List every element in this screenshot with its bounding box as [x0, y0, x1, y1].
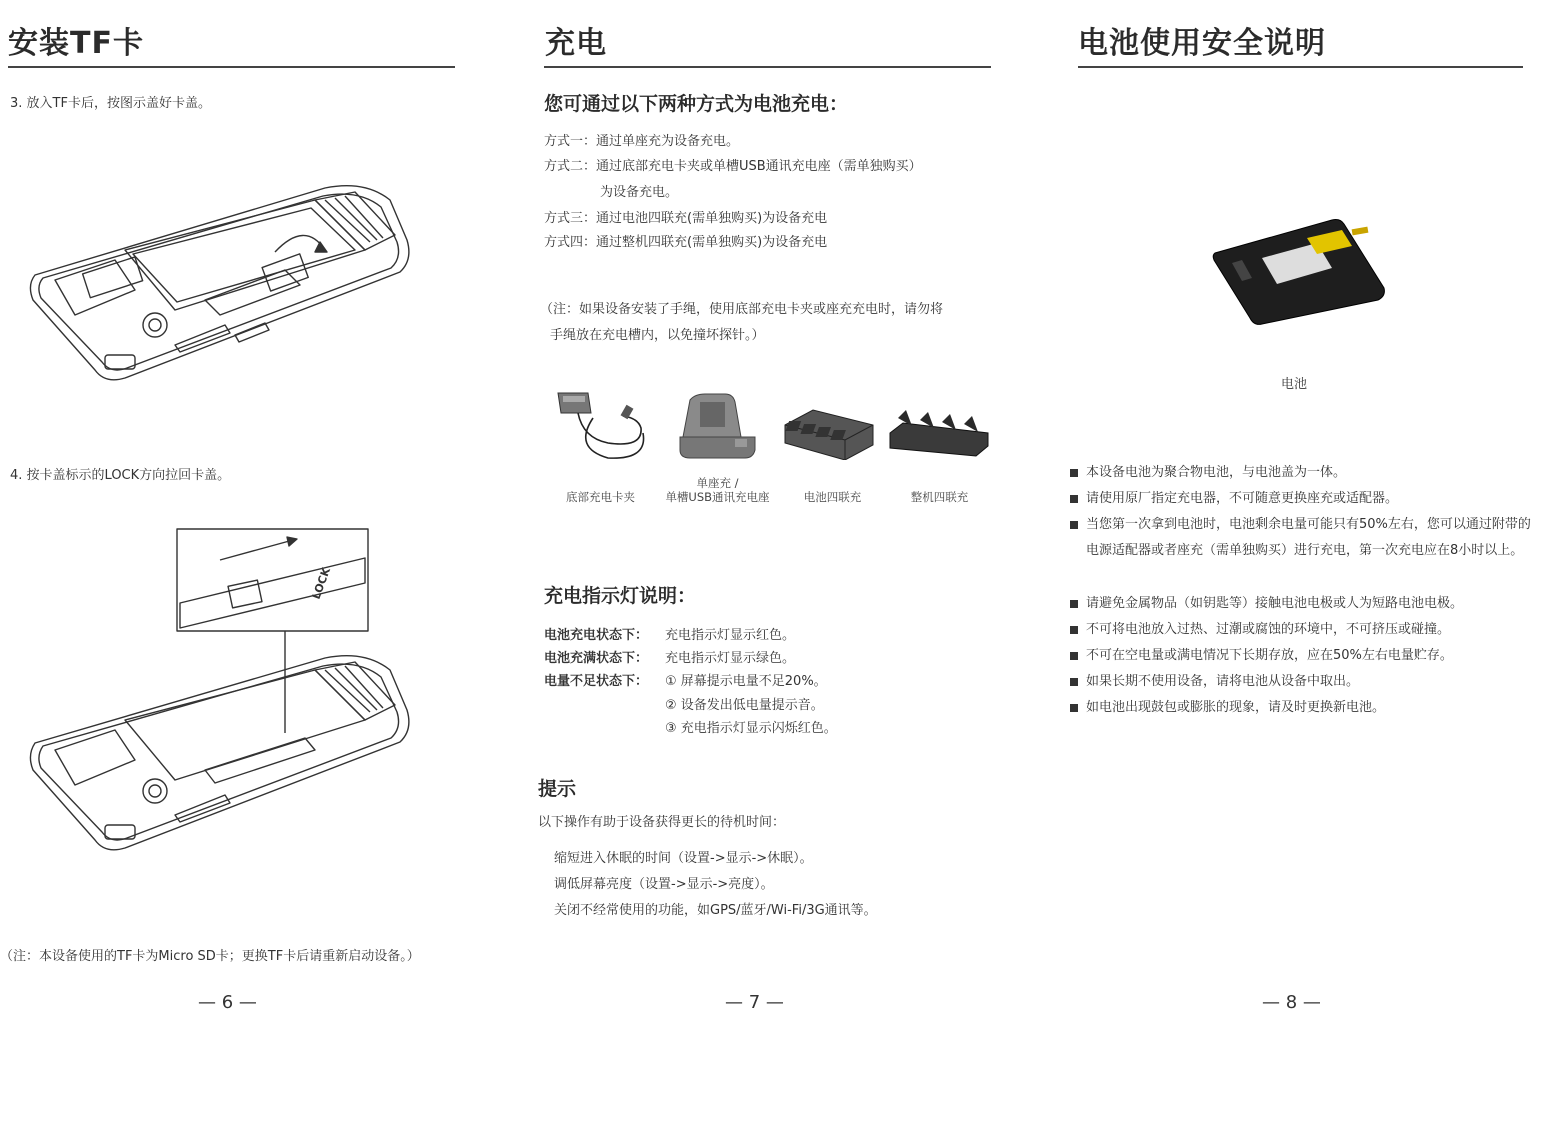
bullet-square-icon: [1070, 652, 1078, 660]
strap-note-line1: （注：如果设备安装了手绳，使用底部充电卡夹或座充充电时，请勿将: [540, 302, 944, 317]
caption-clip: 底部充电卡夹: [566, 490, 635, 504]
battery-4slot-image: [783, 405, 875, 460]
strap-note-line2: 手绳放在充电槽内，以免撞坏探针。）: [550, 328, 765, 343]
step-3-text: 3. 放入TF卡后，按图示盖好卡盖。: [10, 96, 211, 111]
device-lock-illustration: [25, 528, 415, 858]
method-3: 方式三：通过电池四联充(需单独购买)为设备充电: [544, 211, 828, 226]
battery-caption: 电池: [1281, 377, 1308, 392]
method-1: 方式一：通过单座充为设备充电。: [544, 134, 740, 149]
page-number-8: — 8 —: [1262, 992, 1321, 1013]
bullet-square-icon: [1070, 626, 1078, 634]
bullet-square-icon: [1070, 678, 1078, 686]
safety-bullet: 如电池出现鼓包或膨胀的现象，请及时更换新电池。: [1070, 695, 1540, 721]
page-title-charging: 充电: [545, 26, 607, 61]
bullet-square-icon: [1070, 600, 1078, 608]
page-number-7: — 7 —: [725, 992, 784, 1013]
safety-bullet: 不可将电池放入过热、过潮或腐蚀的环境中，不可挤压或碰撞。: [1070, 617, 1540, 643]
title-rule: [544, 66, 991, 68]
page-title-battery-safety: 电池使用安全说明: [1078, 26, 1326, 61]
indicator-title: 充电指示灯说明：: [544, 585, 697, 607]
caption-battery4: 电池四联充: [803, 490, 862, 504]
page-title-install-tf: 安装TF卡: [8, 26, 144, 61]
battery-image: [1212, 218, 1387, 326]
indicator-low-label: 电量不足状态下：: [544, 674, 649, 689]
indicator-low-item: ① 屏幕提示电量不足20%。: [665, 674, 827, 689]
device-back-open-illustration: [25, 180, 415, 390]
charging-subtitle: 您可通过以下两种方式为电池充电：: [544, 93, 849, 115]
indicator-full-text: 充电指示灯显示绿色。: [665, 651, 796, 666]
bullet-square-icon: [1070, 495, 1078, 503]
tips-title: 提示: [538, 778, 577, 800]
method-2: 方式二：通过底部充电卡夹或单槽USB通讯充电座（需单独购买）: [544, 159, 922, 174]
safety-bullet: 请避免金属物品（如钥匙等）接触电池电极或人为短路电池电极。: [1070, 591, 1540, 617]
method-2-cont: 为设备充电。: [600, 185, 679, 200]
charging-clip-image: [553, 388, 648, 463]
step-4-text: 4. 按卡盖标示的LOCK方向拉回卡盖。: [10, 468, 231, 483]
tf-note: （注：本设备使用的TF卡为Micro SD卡；更换TF卡后请重新启动设备。）: [0, 949, 420, 964]
caption-single-2: 单槽USB通讯充电座: [665, 490, 770, 504]
method-4: 方式四：通过整机四联充(需单独购买)为设备充电: [544, 235, 828, 250]
tip-item: 调低屏幕亮度（设置->显示->亮度）。: [554, 877, 774, 892]
indicator-charging-text: 充电指示灯显示红色。: [665, 628, 796, 643]
indicator-full-label: 电池充满状态下：: [544, 651, 649, 666]
tip-item: 缩短进入休眠的时间（设置->显示->休眠）。: [554, 851, 813, 866]
caption-single-1: 单座充 /: [696, 476, 739, 490]
device-4slot-image: [888, 408, 990, 458]
bullet-square-icon: [1070, 469, 1078, 477]
bullet-square-icon: [1070, 521, 1078, 529]
tips-intro: 以下操作有助于设备获得更长的待机时间：: [538, 815, 786, 830]
title-rule: [1078, 66, 1523, 68]
caption-device4: 整机四联充: [910, 490, 969, 504]
tip-item: 关闭不经常使用的功能，如GPS/蓝牙/Wi-Fi/3G通讯等。: [554, 903, 877, 918]
lock-label: LOCK: [309, 565, 333, 602]
indicator-charging-label: 电池充电状态下：: [544, 628, 649, 643]
page-number-6: — 6 —: [198, 992, 257, 1013]
indicator-low-item: ③ 充电指示灯显示闪烁红色。: [665, 721, 837, 736]
safety-bullet: 如果长期不使用设备，请将电池从设备中取出。: [1070, 669, 1540, 695]
bullet-square-icon: [1070, 704, 1078, 712]
safety-bullet: 不可在空电量或满电情况下长期存放，应在50%左右电量贮存。: [1070, 643, 1540, 669]
title-rule: [8, 66, 455, 68]
safety-bullet: 当您第一次拿到电池时，电池剩余电量可能只有50%左右，您可以通过附带的电源适配器或者座充（需单独购买）进行充电，第一次充电应在8小时以上。: [1070, 512, 1540, 564]
safety-bullet: 本设备电池为聚合物电池，与电池盖为一体。: [1070, 460, 1540, 486]
indicator-low-item: ② 设备发出低电量提示音。: [665, 698, 824, 713]
single-cradle-image: [675, 392, 760, 462]
safety-bullet: 请使用原厂指定充电器，不可随意更换座充或适配器。: [1070, 486, 1540, 512]
